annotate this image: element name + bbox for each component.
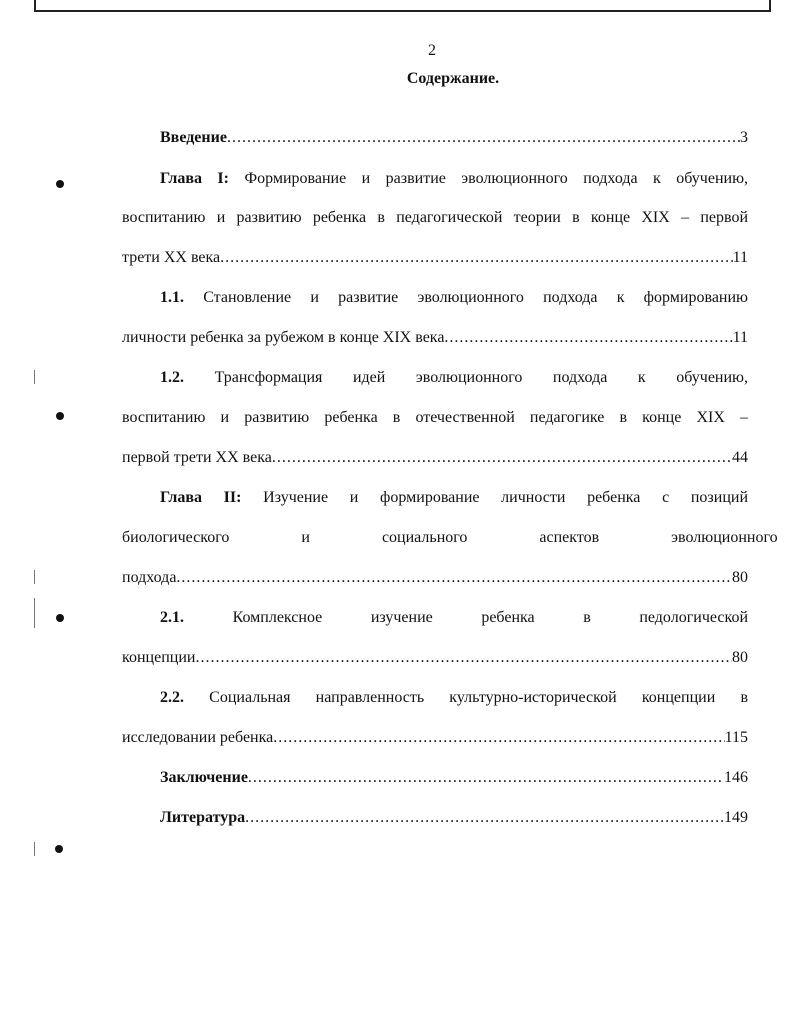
binding-hole-mark [55,845,63,853]
dot-leader [273,728,724,748]
toc-page-number: 115 [724,729,748,746]
page-number: 2 [428,42,436,59]
toc-entry-intro[interactable] [160,128,748,148]
toc-page-number: 3 [740,129,748,146]
toc-entry-text: воспитанию и развитию ребенка в отечественной педагогике в конце XIX – [122,409,748,426]
toc-chapter-label: Глава II: [160,489,242,506]
toc-entry-text: концепции [122,649,196,666]
toc-entry-text: Изучение и формирование личности ребенка с позиций [263,489,749,506]
binding-hole-mark [56,180,64,188]
dot-leader [248,768,724,788]
toc-page-number: 146 [724,769,748,786]
toc-entry-chapter-1[interactable] [160,169,748,189]
toc-entry-literature[interactable] [160,808,748,828]
toc-entry-text: трети XX века [122,249,221,266]
toc-chapter-label: Глава I: [160,170,229,187]
toc-entry-text: подхода [122,569,177,586]
toc-entry-section-2-2[interactable] [160,688,748,708]
toc-entry-section-2-1-end [122,648,748,668]
toc-section-number: 1.1. [160,289,184,306]
dot-leader [176,568,732,588]
toc-page-number: 80 [732,649,748,666]
dot-leader [227,128,740,148]
scan-artifact [34,570,35,584]
scan-artifact [34,842,35,856]
binding-hole-mark [56,614,64,622]
toc-entry-text: Формирование и развитие эволюционного подхода к обучению, [244,170,749,187]
dot-leader [195,648,732,668]
dot-leader [444,328,732,348]
toc-page-number: 149 [724,809,748,826]
toc-entry-chapter-2-end [122,568,748,588]
toc-entry-text: исследовании ребенка [122,729,274,746]
toc-page-number: 11 [732,329,748,346]
toc-section-number: 1.2. [160,369,184,386]
scan-artifact [34,598,35,628]
toc-entry-section-1-1[interactable] [160,288,748,308]
toc-entry-label: Заключение [160,769,248,786]
toc-entry-section-2-2-end [122,728,748,748]
toc-entry-text: Становление и развитие эволюционного подхода к формированию [203,289,749,306]
toc-page-number: 11 [732,249,748,266]
toc-page-number: 80 [732,569,748,586]
page-title: Содержание. [406,70,500,87]
dot-leader [220,248,732,268]
toc-entry-section-1-1-end [122,328,748,348]
dot-leader [272,448,732,468]
toc-entry-text: Социальная направленность культурно-исторической концепции в [209,689,748,706]
dot-leader [245,808,724,828]
toc-entry-text: первой трети XX века [122,449,272,466]
toc-entry-text: биологического и социального аспектов эволюционного [122,529,778,546]
toc-entry-text: личности ребенка за рубежом в конце XIX века [122,329,445,346]
toc-entry-text: воспитанию и развитию ребенка в педагогической теории в конце XIX – первой [122,209,748,226]
toc-entry-chapter-2[interactable] [160,488,748,508]
toc-entry-text: Комплексное изучение ребенка в педологической [232,609,749,626]
binding-hole-mark [56,412,64,420]
toc-entry-conclusion[interactable] [160,768,748,788]
toc-entry-text: Трансформация идей эволюционного подхода к обучению, [214,369,748,386]
toc-entry-section-1-2[interactable] [160,368,748,388]
toc-section-number: 2.2. [160,689,184,706]
toc-entry-section-2-1[interactable] [160,608,748,628]
toc-entry-chapter-1-end [122,248,748,268]
toc-entry-label: Введение [160,129,227,146]
toc-entry-section-1-2-end [122,448,748,468]
scan-artifact [34,370,35,384]
toc-section-number: 2.1. [160,609,184,626]
toc-entry-label: Литература [160,809,246,826]
toc-page-number: 44 [732,449,748,466]
